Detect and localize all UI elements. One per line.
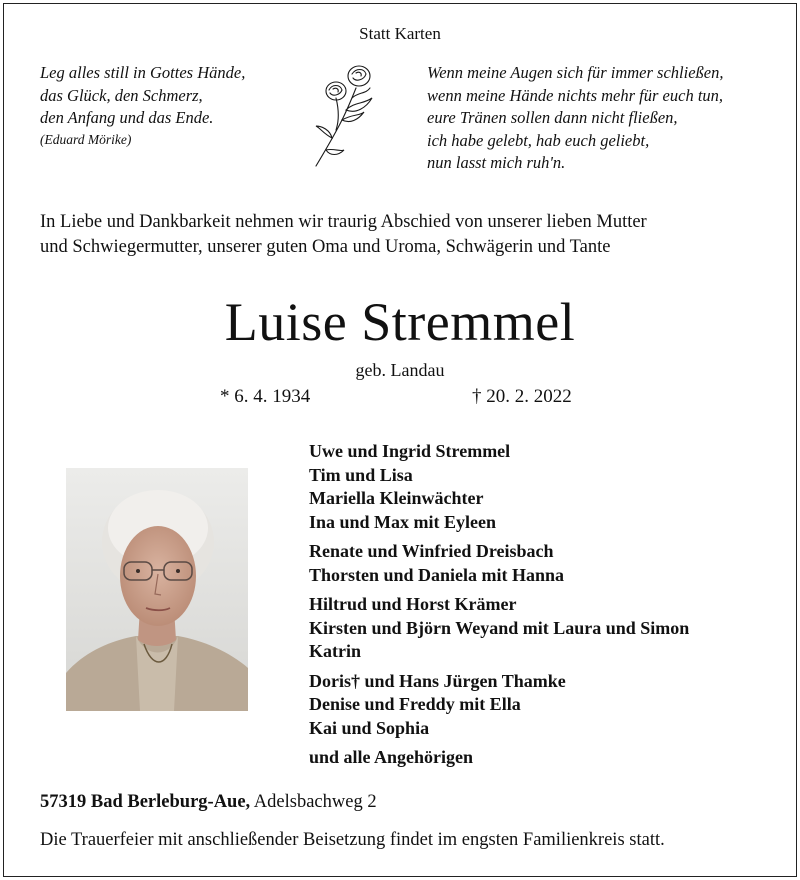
intro-text <box>40 210 647 260</box>
family-line: Kai und Sophia <box>309 717 430 738</box>
address-street: Adelsbachweg 2 <box>253 792 377 812</box>
maiden-name: geb. Landau <box>355 360 445 380</box>
family-line: Ina und Max mit Eyleen <box>309 511 497 532</box>
poem-right-line: wenn meine Hände nichts mehr für euch tun, <box>427 85 724 105</box>
poem-right-line: eure Tränen sollen dann nicht fließen, <box>427 108 678 127</box>
header-statt-karten: Statt Karten <box>359 24 441 43</box>
birth-date: * 6. 4. 1934 <box>220 386 311 407</box>
family-line: und alle Angehörigen <box>309 747 474 767</box>
family-list <box>309 440 689 776</box>
family-group <box>309 540 689 587</box>
family-line: Mariella Kleinwächter <box>309 488 484 508</box>
family-group <box>309 593 689 664</box>
poem-right <box>427 62 723 175</box>
poem-right-line: nun lasst mich ruh'n. <box>427 153 566 172</box>
poem-left-line: den Anfang und das Ende. <box>40 108 214 127</box>
intro-line: In Liebe und Dankbarkeit nehmen wir traurig Abschied von unserer lieben Mutter <box>40 212 647 232</box>
poem-left-line: Leg alles still in Gottes Hände, <box>40 63 246 82</box>
poem-left-line: das Glück, den Schmerz, <box>40 85 203 105</box>
family-group <box>309 440 689 534</box>
rose-icon <box>306 58 384 170</box>
deceased-name: Luise Stremmel <box>224 292 576 352</box>
family-line: Uwe und Ingrid Stremmel <box>309 441 511 461</box>
family-line: Hiltrud und Horst Krämer <box>309 594 517 614</box>
family-line: Tim und Lisa <box>309 464 413 485</box>
intro-line: und Schwiegermutter, unserer guten Oma und Uroma, Schwägerin und Tante <box>40 237 611 257</box>
family-line: Kirsten und Björn Weyand mit Laura und Simon <box>309 617 690 638</box>
family-line: Katrin <box>309 641 361 661</box>
address-city: 57319 Bad Berleburg-Aue, <box>40 792 251 812</box>
family-line: Doris† und Hans Jürgen Thamke <box>309 670 566 691</box>
family-group <box>309 746 689 770</box>
death-date: † 20. 2. 2022 <box>472 386 572 407</box>
poem-left <box>40 62 245 150</box>
family-line: Thorsten und Daniela mit Hanna <box>309 564 565 585</box>
poem-right-line: Wenn meine Augen sich für immer schließen, <box>427 63 724 82</box>
family-group <box>309 670 689 741</box>
funeral-notice: Die Trauerfeier mit anschließender Beisetzung findet im engsten Familienkreis statt. <box>40 830 665 850</box>
portrait-photo <box>66 468 248 711</box>
family-line: Denise und Freddy mit Ella <box>309 694 521 714</box>
poem-right-line: ich habe gelebt, hab euch geliebt, <box>427 130 650 150</box>
address <box>40 792 377 813</box>
poem-author: (Eduard Mörike) <box>40 131 132 147</box>
family-line: Renate und Winfried Dreisbach <box>309 541 554 561</box>
